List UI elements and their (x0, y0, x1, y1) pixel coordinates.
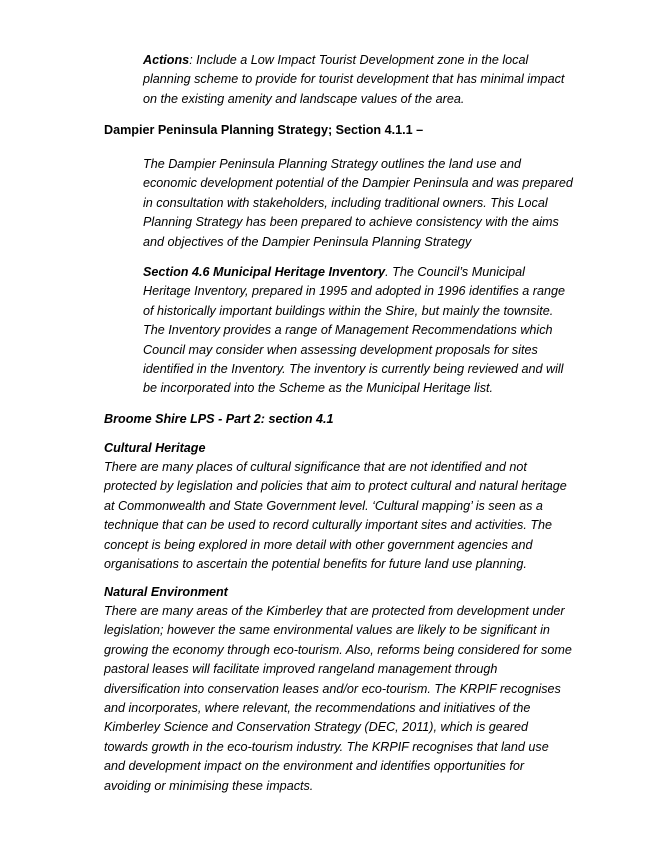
heritage-lead: Section 4.6 Municipal Heritage Inventory (143, 265, 386, 279)
heritage-paragraph (143, 263, 573, 399)
heritage-text: . The Council’s Municipal Heritage Inventory, prepared in 1995 and adopted in 1996 identifies a range of historically important buildings within the Shire, but mainly the townsite. The Inventory provides a range of Management Recommendations which Council may consider when assessing development proposals for sites identified in the Inventory. The inventory is currently being reviewed and will be incorporated into the Scheme as the Municipal Heritage list. (143, 265, 565, 396)
cultural-heading: Cultural Heritage (104, 441, 206, 455)
broome-heading: Broome Shire LPS - Part 2: section 4.1 (104, 412, 334, 426)
natural-heading: Natural Environment (104, 585, 228, 599)
cultural-paragraph: There are many places of cultural significance that are not identified and not protected by legislation and policies that aim to protect cultural and natural heritage at Commonwealth and State Government level. ‘Cultural mapping’ is seen as a technique that can be used to record culturally important sites and activities. The concept is being explored in more detail with other government agencies and organisations to ascertain the potential benefits for future land use planning. (104, 460, 567, 572)
actions-text: : Include a Low Impact Tourist Development zone in the local planning scheme to provide for tourist development that has minimal impact on the existing amenity and landscape values of the area. (143, 53, 565, 106)
actions-lead: Actions (143, 53, 190, 67)
dampier-paragraph: The Dampier Peninsula Planning Strategy outlines the land use and economic development potential of the Dampier Peninsula and was prepared in consultation with stakeholders, including traditional owners. This Local Planning Strategy has been prepared to achieve consistency with the aims and objectives of the Dampier Peninsula Planning Strategy (143, 157, 573, 249)
natural-paragraph: There are many areas of the Kimberley that are protected from development under legislation; however the same environmental values are likely to be significant in growing the economy through eco-tourism. Also, reforms being considered for some pastoral leases will facilitate improved rangeland management through diversification into conservation leases and/or eco-tourism. The KRPIF recognises and incorporates, where relevant, the recommendations and initiatives of the Kimberley Science and Conservation Strategy (DEC, 2011), which is geared towards growth in the eco-tourism industry. The KRPIF recognises that land use and development impact on the environment and identifies opportunities for avoiding or minimising these impacts. (104, 604, 572, 793)
actions-paragraph (143, 51, 573, 109)
dampier-heading: Dampier Peninsula Planning Strategy; Section 4.1.1 – (104, 123, 424, 137)
